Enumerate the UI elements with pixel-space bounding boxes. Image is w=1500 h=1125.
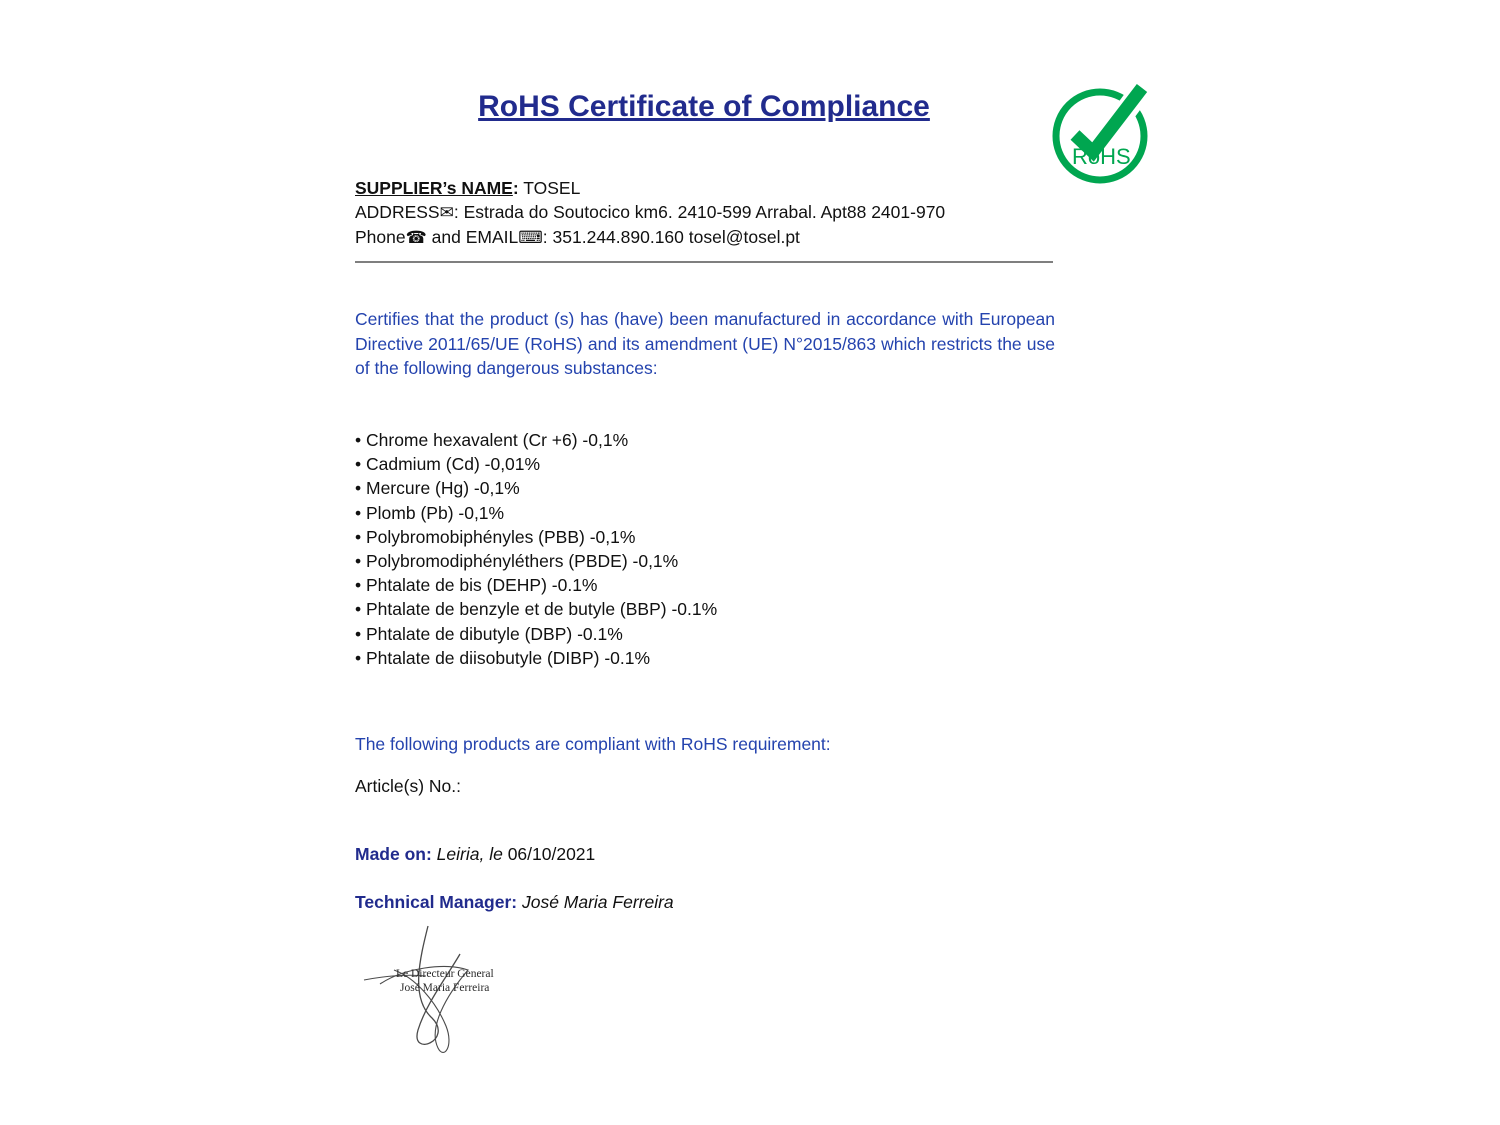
substance-item: • Plomb (Pb) -0,1%	[355, 501, 1055, 525]
substance-item: • Polybromobiphényles (PBB) -0,1%	[355, 525, 1055, 549]
supplier-contact-line	[355, 225, 1055, 250]
substances-list	[355, 428, 1055, 670]
substance-item: • Phtalate de dibutyle (DBP) -0.1%	[355, 622, 1055, 646]
substance-item: • Phtalate de benzyle et de butyle (BBP) -0.1%	[355, 597, 1055, 621]
phone-label: Phone	[355, 227, 406, 247]
page-title: RoHS Certificate of Compliance	[478, 90, 930, 123]
substance-item: • Cadmium (Cd) -0,01%	[355, 452, 1055, 476]
computer-icon: ⌨	[518, 228, 543, 247]
email-label: and EMAIL	[426, 227, 519, 247]
made-on-line	[355, 844, 1055, 865]
phone-icon: ☎	[405, 228, 427, 247]
address-value: : Estrada do Soutocico km6. 2410-599 Arrabal. Apt88 2401-970	[453, 202, 946, 222]
envelope-icon: ✉	[439, 203, 454, 222]
supplier-name-label: SUPPLIER’s NAME	[355, 178, 513, 198]
compliance-statement: The following products are compliant with RoHS requirement:	[355, 734, 831, 754]
article-number-line: Article(s) No.:	[355, 776, 461, 796]
supplier-name-line: SUPPLIER’s NAME: TOSEL	[355, 178, 581, 198]
signature-name-text: José Maria Ferreira	[400, 982, 490, 994]
substance-item: • Polybromodiphényléthers (PBDE) -0,1%	[355, 549, 1055, 573]
rohs-checkmark-icon	[1048, 78, 1160, 190]
rohs-logo	[1048, 78, 1160, 190]
made-on-date: 06/10/2021	[507, 844, 596, 864]
rohs-logo-text: RoHS	[1072, 144, 1131, 169]
certification-paragraph: Certifies that the product (s) has (have) been manufactured in accordance with European Directive 2011/65/UE (RoHS) and its amendment (UE) N°2015/863 which restricts the use of the following dangerous substances:	[355, 309, 1055, 378]
substance-item: • Phtalate de bis (DEHP) -0.1%	[355, 573, 1055, 597]
divider-line	[355, 261, 1053, 263]
technical-manager-line	[355, 892, 1055, 913]
substance-item: • Chrome hexavalent (Cr +6) -0,1%	[355, 428, 1055, 452]
signature-title-text: Le Directeur General	[396, 968, 494, 980]
made-on-place: Leiria, le	[431, 844, 508, 864]
supplier-block	[355, 176, 1055, 250]
substance-item: • Phtalate de diisobutyle (DIBP) -0.1%	[355, 646, 1055, 670]
technical-manager-name: José Maria Ferreira	[517, 892, 674, 912]
technical-manager-label: Technical Manager:	[355, 892, 518, 912]
supplier-name-value: TOSEL	[518, 178, 581, 198]
supplier-address-line	[355, 200, 1055, 225]
made-on-label: Made on:	[355, 844, 432, 864]
address-label: ADDRESS	[355, 202, 440, 222]
signature-area	[350, 918, 570, 1068]
substance-item: • Mercure (Hg) -0,1%	[355, 476, 1055, 500]
contact-value: : 351.244.890.160 tosel@tosel.pt	[542, 227, 800, 247]
